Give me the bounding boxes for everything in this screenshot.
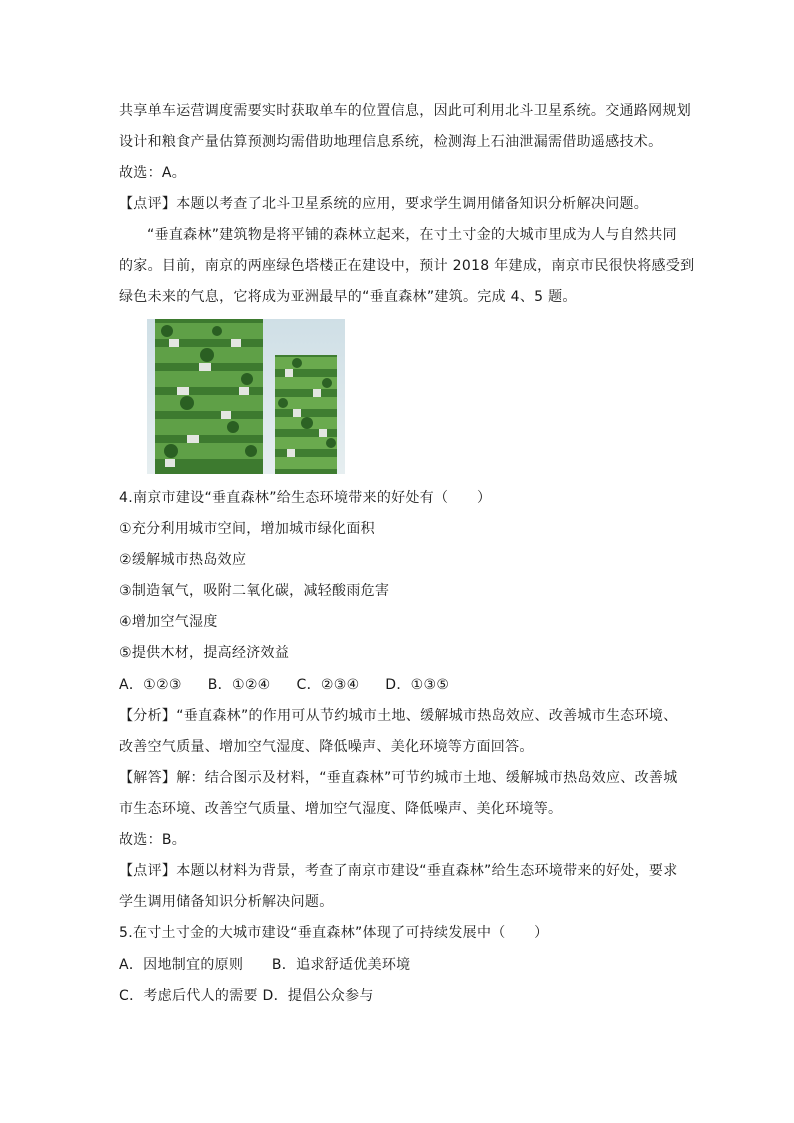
q4-analysis-line2: 改善空气质量、增加空气湿度、降低噪声、美化环境等方面回答。	[119, 739, 534, 755]
intro-line1: “垂直森林”建筑物是将平铺的森林立起来，在寸土寸金的大城市里成为人与自然共同	[147, 227, 677, 243]
para1-line2: 设计和粮食产量估算预测均需借助地理信息系统，检测海上石油泄漏需借助遥感技术。	[119, 134, 663, 150]
q4-option-b: B．①②④	[207, 677, 271, 693]
q5-options-line1: A．因地制宜的原则 B．追求舒适优美环境	[119, 957, 411, 973]
q5-stem: 5.在寸土寸金的大城市建设“垂直森林”体现了可持续发展中（ ）	[119, 925, 549, 941]
q4-option-d: D．①③⑤	[385, 677, 450, 693]
q4-answer: 故选：B。	[119, 832, 187, 848]
vertical-forest-photo	[147, 319, 345, 474]
intro-line3: 绿色未来的气息，它将成为亚洲最早的“垂直森林”建筑。完成 4、5 题。	[119, 289, 577, 305]
intro-line2: 的家。目前，南京的两座绿色塔楼正在建设中，预计 2018 年建成，南京市民很快将感受到	[119, 258, 695, 274]
q4-option-c: C．②③④	[296, 677, 360, 693]
q4-comment-line2: 学生调用储备知识分析解决问题。	[119, 894, 334, 910]
q4-item-3: ③制造氧气，吸附二氧化碳，减轻酸雨危害	[119, 583, 390, 599]
vertical-forest-illustration	[147, 319, 345, 474]
para1-line1: 共享单车运营调度需要实时获取单车的位置信息，因此可利用北斗卫星系统。交通路网规划	[119, 103, 691, 119]
q4-comment-line1: 【点评】本题以材料为背景，考查了南京市建设“垂直森林”给生态环境带来的好处，要求	[119, 863, 678, 879]
q4-solution-line2: 市生态环境、改善空气质量、增加空气湿度、降低噪声、美化环境等。	[119, 801, 563, 817]
q4-solution-line1: 【解答】解：结合图示及材料，“垂直森林”可节约城市土地、缓解城市热岛效应、改善城	[119, 770, 678, 786]
q4-item-2: ②缓解城市热岛效应	[119, 552, 247, 568]
q4-item-1: ①充分利用城市空间，增加城市绿化面积	[119, 521, 375, 537]
q4-item-5: ⑤提供木材，提高经济效益	[119, 645, 290, 661]
q4-analysis-line1: 【分析】“垂直森林”的作用可从节约城市土地、缓解城市热岛效应、改善城市生态环境、	[119, 708, 678, 724]
q3-answer: 故选：A。	[119, 165, 187, 181]
q4-option-a: A．①②③	[119, 677, 182, 693]
q4-item-4: ④增加空气湿度	[119, 614, 218, 630]
q5-options-line2: C．考虑后代人的需要 D．提倡公众参与	[119, 988, 374, 1004]
q4-stem: 4.南京市建设“垂直森林”给生态环境带来的好处有（ ）	[119, 490, 492, 506]
q3-comment: 【点评】本题以考查了北斗卫星系统的应用，要求学生调用储备知识分析解决问题。	[119, 196, 649, 212]
q4-options	[119, 675, 679, 695]
